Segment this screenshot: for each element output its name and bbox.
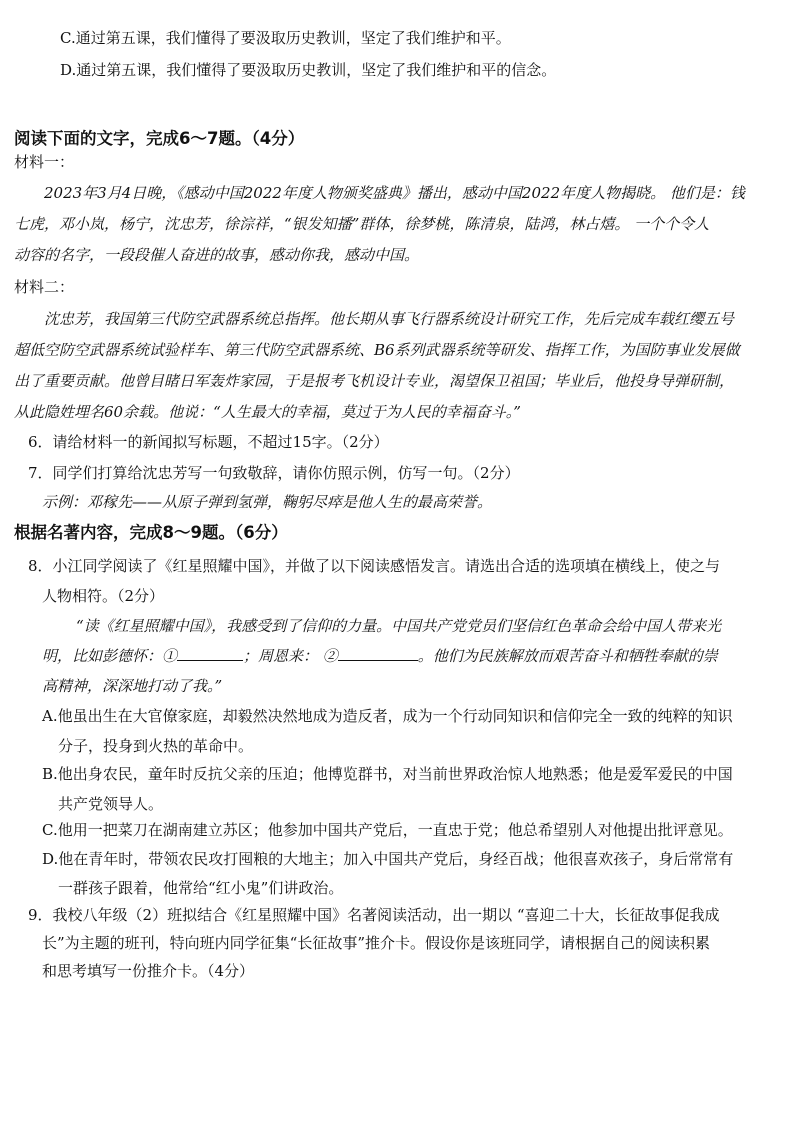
question-6: 6．请给材料一的新闻拟写标题，不超过15字。（2分）	[28, 433, 389, 451]
question-7-example: 示例：邓稼先——从原子弹到氢弹，鞠躬尽瘁是他人生的最高荣誉。	[42, 493, 493, 511]
option-a-line-2: 分子，投身到火热的革命中。	[58, 737, 254, 755]
material2-line-1: 沈忠芳，我国第三代防空武器系统总指挥。他长期从事飞行器系统设计研究工作，先后完成车载红缨五号	[44, 310, 735, 328]
quote-line-2-part-a: 明，比如彭德怀：①	[42, 647, 178, 665]
quote-line-3: 高精神，深深地打动了我。”	[42, 677, 223, 695]
quote-line-2-part-c: 。他们为民族解放而艰苦奋斗和牺牲奉献的崇	[417, 647, 718, 665]
material2-label: 材料二：	[14, 278, 75, 296]
question-8-line-1: 8．小江同学阅读了《红星照耀中国》，并做了以下阅读感悟发言。请选出合适的选项填在横线上，使之与	[28, 557, 721, 575]
material2-line-4: 从此隐姓埋名60余载。他说：“人生最大的幸福，莫过于为人民的幸福奋斗。”	[14, 403, 521, 421]
quote-line-2	[42, 646, 718, 666]
answer-blank-1[interactable]	[177, 646, 243, 661]
quote-line-1: “读《红星照耀中国》，我感受到了信仰的力量。中国共产党党员们坚信红色革命会给中国人带来光	[76, 617, 722, 635]
question-9-line-2: 长”为主题的班刊，特向班内同学征集“长征故事”推介卡。假设你是该班同学，请根据自己的阅读积累	[42, 934, 711, 952]
material2-line-3: 出了重要贡献。他曾目睹日军轰炸家园，于是报考飞机设计专业，渴望保卫祖国；毕业后，他投身导弹研制，	[14, 372, 735, 390]
material1-line-2: 七虎，邓小岚，杨宁，沈忠芳，徐淙祥，“银发知播”群体，徐梦桃，陈清泉，陆鸿，林占熺。 一个个令人	[14, 215, 710, 233]
option-a-line-1: A.他虽出生在大官僚家庭，却毅然决然地成为造反者，成为一个行动同知识和信仰完全一致的纯粹的知识	[42, 707, 733, 725]
option-c-line: C.通过第五课，我们懂得了要汲取历史教训，坚定了我们维护和平。	[60, 29, 511, 47]
option-c-line-q8: C.他用一把菜刀在湖南建立苏区；他参加中国共产党后，一直忠于党；他总希望别人对他提出批评意见。	[42, 821, 733, 839]
option-d-line-2: 一群孩子跟着，他常给“红小鬼”们讲政治。	[58, 879, 344, 897]
section1-heading: 阅读下面的文字，完成6～7题。（4分）	[14, 129, 305, 148]
quote-line-2-part-b: ；周恩来： ②	[243, 647, 338, 665]
material2-line-2: 超低空防空武器系统试验样车、第三代防空武器系统、B6系列武器系统等研发、指挥工作，为国防事业发展做	[14, 341, 740, 359]
option-d-line: D.通过第五课，我们懂得了要汲取历史教训，坚定了我们维护和平的信念。	[60, 61, 557, 79]
question-9-line-3: 和思考填写一份推介卡。（4分）	[42, 962, 255, 980]
material1-line-3: 动容的名字，一段段催人奋进的故事，感动你我，感动中国。	[14, 246, 420, 264]
question-7: 7．同学们打算给沈忠芳写一句致敬辞，请你仿照示例，仿写一句。（2分）	[28, 464, 520, 482]
material1-label: 材料一：	[14, 153, 75, 171]
option-b-line-1: B.他出身农民，童年时反抗父亲的压迫；他博览群书，对当前世界政治惊人地熟悉；他是爱军爱民的中国	[42, 765, 733, 783]
option-b-line-2: 共产党领导人。	[58, 795, 164, 813]
question-8-line-2: 人物相符。（2分）	[42, 587, 165, 605]
option-d-line-1: D.他在青年时，带领农民攻打囤粮的大地主；加入中国共产党后，身经百战；他很喜欢孩子，身后常常有	[42, 850, 734, 868]
answer-blank-2[interactable]	[338, 646, 418, 661]
section2-heading: 根据名著内容，完成8～9题。（6分）	[14, 523, 288, 542]
question-9-line-1: 9．我校八年级（2）班拟结合《红星照耀中国》名著阅读活动，出一期以 “喜迎二十大，长征故事促我成	[28, 906, 720, 924]
material1-line-1: 2023年3月4日晚，《感动中国2022年度人物颁奖盛典》播出，感动中国2022年度人物揭晓。 他们是：钱	[44, 184, 745, 202]
